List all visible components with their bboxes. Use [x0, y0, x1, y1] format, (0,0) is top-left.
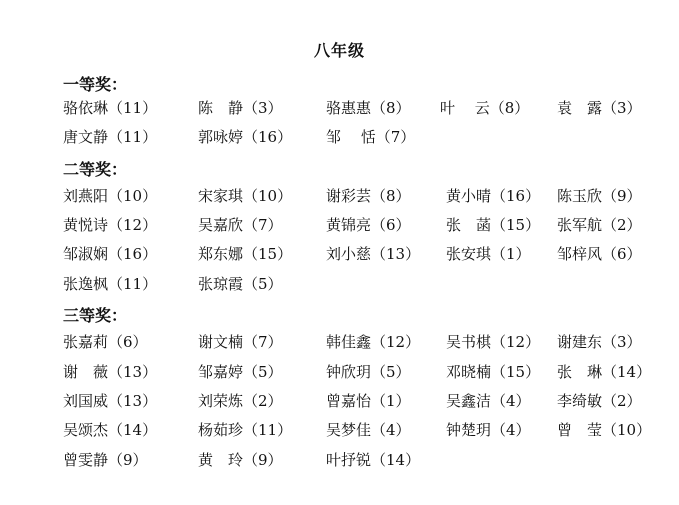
page-title: 八年级 [313, 41, 365, 60]
winner-entry: 吴嘉欣（7） [198, 216, 283, 234]
winner-entry: 吴颂杰（14） [63, 421, 158, 439]
third-prize-row [0, 449, 679, 471]
winner-entry: 曾 莹（10） [557, 421, 652, 439]
winner-entry: 郭咏婷（16） [198, 128, 293, 146]
winner-entry: 骆惠惠（8） [326, 99, 411, 117]
winner-entry: 邹嘉婷（5） [198, 363, 283, 381]
winner-entry: 曾雯静（9） [63, 451, 148, 469]
first-prize-row [0, 97, 679, 119]
winner-entry: 张 菡（15） [446, 216, 541, 234]
winner-entry: 袁 露（3） [557, 99, 642, 117]
winner-entry: 吴书棋（12） [446, 333, 541, 351]
winner-entry: 张琼霞（5） [198, 275, 283, 293]
second-prize-row [0, 214, 679, 236]
winner-entry: 刘荣炼（2） [198, 392, 283, 410]
section-first-prize-label: 一等奖： [63, 75, 128, 94]
winner-entry: 张军航（2） [557, 216, 642, 234]
winner-entry: 张 琳（14） [557, 363, 652, 381]
winner-entry: 黄 玲（9） [198, 451, 283, 469]
winner-entry: 张嘉莉（6） [63, 333, 148, 351]
third-prize-row [0, 331, 679, 353]
winner-entry: 黄悦诗（12） [63, 216, 158, 234]
winner-entry: 谢文楠（7） [198, 333, 283, 351]
winner-entry: 刘国威（13） [63, 392, 158, 410]
winner-entry: 吴鑫洁（4） [446, 392, 531, 410]
third-prize-row [0, 361, 679, 383]
second-prize-row [0, 185, 679, 207]
winner-entry: 黄小晴（16） [446, 187, 541, 205]
second-prize-row [0, 273, 679, 295]
winner-entry: 邹梓风（6） [557, 245, 642, 263]
winner-entry: 邹淑娴（16） [63, 245, 158, 263]
winner-entry: 叶 云（8） [440, 99, 530, 117]
winner-entry: 李绮敏（2） [557, 392, 642, 410]
winner-entry: 宋家琪（10） [198, 187, 293, 205]
winner-entry: 唐文静（11） [63, 128, 158, 146]
winner-entry: 刘小慈（13） [326, 245, 421, 263]
winner-entry: 谢 薇（13） [63, 363, 158, 381]
winner-entry: 邹 恬（7） [326, 128, 416, 146]
winner-entry: 郑东娜（15） [198, 245, 293, 263]
third-prize-row [0, 390, 679, 412]
winner-entry: 张安琪（1） [446, 245, 531, 263]
winner-entry: 叶抒锐（14） [326, 451, 421, 469]
winner-entry: 张逸枫（11） [63, 275, 158, 293]
section-second-prize-label: 二等奖： [63, 160, 128, 179]
winner-entry: 陈玉欣（9） [557, 187, 642, 205]
winner-entry: 韩佳鑫（12） [326, 333, 421, 351]
winner-entry: 刘燕阳（10） [63, 187, 158, 205]
section-third-prize-label: 三等奖： [63, 306, 128, 325]
winner-entry: 骆依琳（11） [63, 99, 158, 117]
winner-entry: 黄锦亮（6） [326, 216, 411, 234]
first-prize-row [0, 126, 679, 148]
winner-entry: 谢建东（3） [557, 333, 642, 351]
second-prize-row [0, 243, 679, 265]
winner-entry: 谢彩芸（8） [326, 187, 411, 205]
winner-entry: 钟楚玥（4） [446, 421, 531, 439]
winner-entry: 钟欣玥（5） [326, 363, 411, 381]
winner-entry: 吴梦佳（4） [326, 421, 411, 439]
winner-entry: 杨茹珍（11） [198, 421, 293, 439]
winner-entry: 邓晓楠（15） [446, 363, 541, 381]
winner-entry: 曾嘉怡（1） [326, 392, 411, 410]
winner-entry: 陈 静（3） [198, 99, 283, 117]
third-prize-row [0, 419, 679, 441]
